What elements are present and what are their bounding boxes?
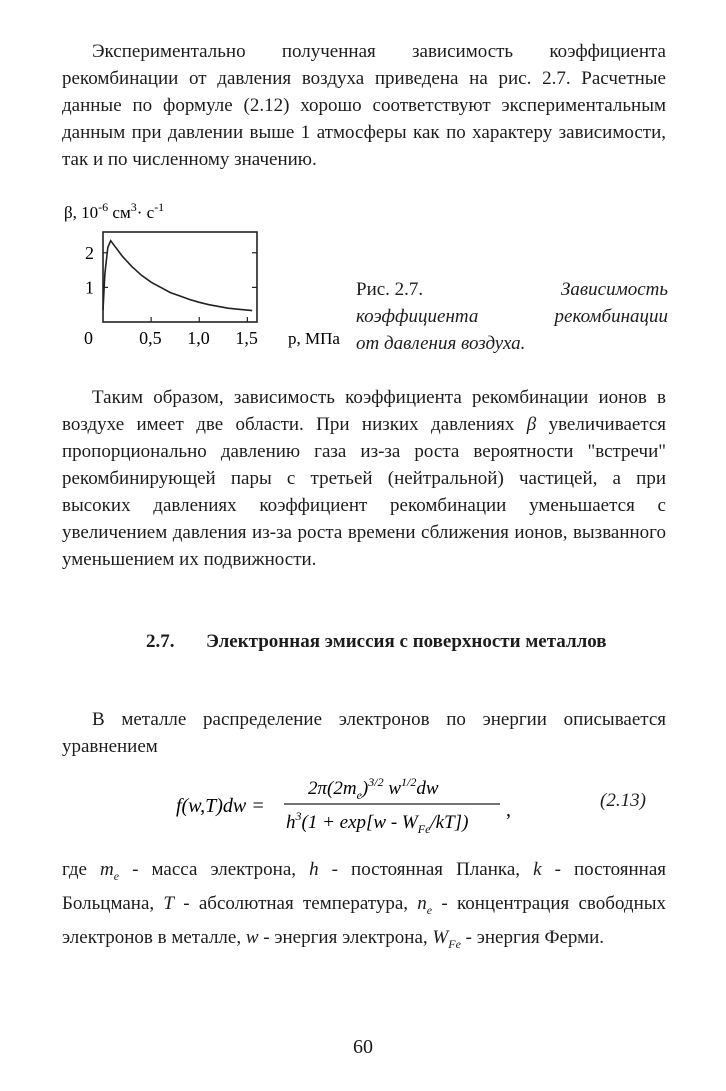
p2-text-a: Таким образом, зависимость коэффициента рекомбинации ионов в воздухе имеет две области. При низких давлениях (62, 387, 666, 435)
definition-text: - абсолютная температура, (174, 892, 418, 914)
definition-symbol: k (533, 859, 542, 880)
definition-subscript: e (426, 902, 433, 917)
y-tick-label: 2 (85, 242, 94, 263)
caption-line3: от давления воздуха. (356, 333, 526, 354)
page-number: 60 (353, 1036, 373, 1058)
definition-symbol: m (100, 859, 114, 880)
paragraph-definitions (62, 856, 666, 957)
beta-symbol: β (526, 414, 537, 435)
caption-prefix: Рис. 2.7. (356, 279, 424, 300)
definition-symbol: w (245, 926, 259, 948)
definition-text: - масса электрона, (119, 859, 310, 880)
y-axis-label: β, $10^{-6}$ $см^3\cdot с^{-1}$ (64, 200, 165, 222)
definition-text: - постоянная Планка, (318, 859, 534, 880)
series-line (103, 241, 252, 311)
definition-symbol: h (309, 859, 319, 880)
definition-subscript: Fe (448, 936, 461, 951)
figure-chart (62, 196, 352, 356)
paragraph-distribution: В металле распределение электронов по энергии описывается уравнением (62, 709, 666, 757)
definition-text: - энергия Ферми. (460, 926, 605, 948)
caption-word1: Зависимость (560, 279, 668, 300)
formula-lhs: f(w,T)dw = (176, 795, 265, 817)
p2-text-b: увеличивается пропорционально давлению газа из-за роста вероятности "встречи" рекомбинирующей пары с третьей (нейтральной) частицей, а при высоких давлениях коэффициент рекомбинации уменьшается с увеличением давления из-за роста времени сближения ионов, вызванного уменьшением их подвижности. (62, 414, 667, 570)
definition-symbol: W (432, 926, 449, 948)
definition-text: где (62, 859, 101, 880)
y-tick-label: 1 (85, 277, 94, 298)
paragraph-conclusion (62, 384, 666, 573)
formula-numerator: $2\pi(2m_e)^{3/2}$ $w^{1/2}dw$ (308, 775, 439, 802)
definition-subscript: e (113, 868, 120, 883)
x-tick-label: 0 (84, 328, 93, 348)
x-tick-label: 1,5 (235, 328, 258, 348)
paragraph-intro: Экспериментально полученная зависимость коэффициента рекомбинации от давления воздуха приведена на рис. 2.7. Расчетные данные по формуле (2.12) хорошо соответствуют экспериментальным данным при давлении выше 1 атмосферы как по характеру зависимости, так и по численному значению. (62, 41, 666, 170)
definition-text: - постоянная Больцмана, (62, 859, 667, 914)
caption-word2: коэффициента (356, 306, 479, 327)
x-tick-label: 1,0 (187, 328, 210, 348)
definition-text: - энергия электрона, (258, 926, 433, 948)
figure-caption (356, 276, 668, 357)
caption-word3: рекомбинации (554, 306, 668, 327)
section-title: Электронная эмиссия с поверхности металлов (206, 631, 607, 652)
definition-symbol: T (163, 892, 174, 914)
equation-number: (2.13) (600, 790, 646, 811)
y-ticks (85, 243, 257, 298)
x-tick-label: 0,5 (139, 328, 162, 348)
definition-symbol: n (417, 892, 427, 914)
formula-denominator: $h^3(1 + \exp[w - W_{Fe}/kT])$ (286, 809, 469, 836)
formula-2-13 (170, 768, 670, 840)
definition-text: - концентрация свободных электронов в металле, (62, 892, 666, 948)
section-number: 2.7. (146, 631, 175, 652)
x-axis-label: p, МПа (288, 329, 340, 348)
formula-trailing-comma: , (506, 799, 511, 821)
